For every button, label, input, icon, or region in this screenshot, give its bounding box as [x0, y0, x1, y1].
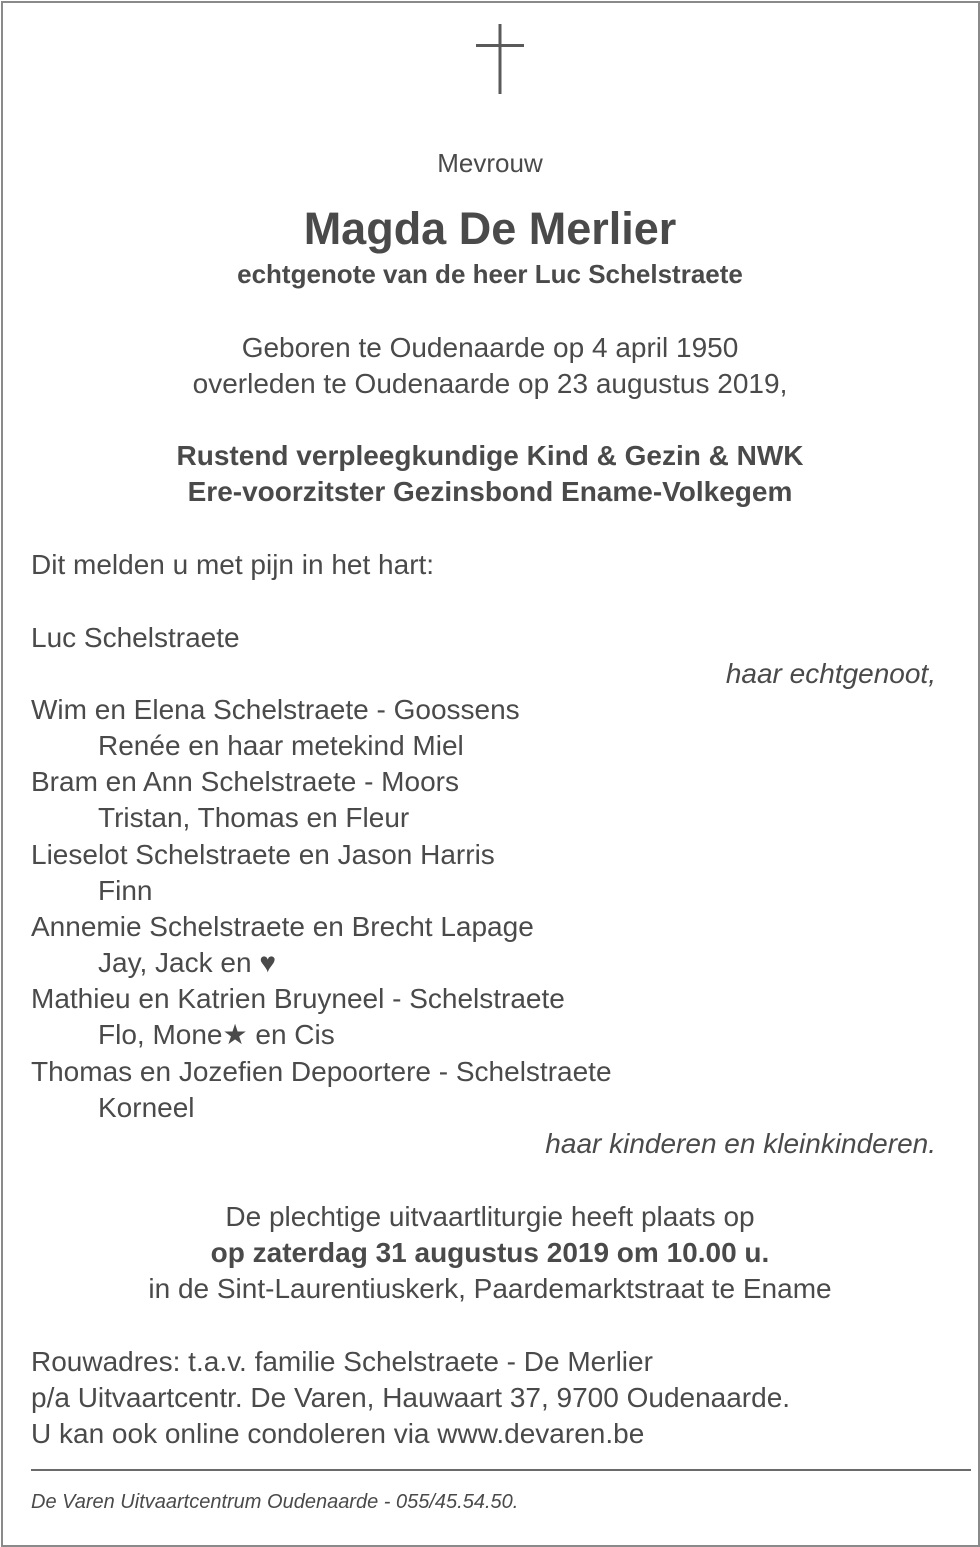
family-parents: Wim en Elena Schelstraete - Goossens [31, 694, 520, 725]
death-line: overleden te Oudenaarde op 23 augustus 2019, [192, 368, 788, 399]
deceased-name: Magda De Merlier [303, 203, 677, 254]
footer-credit: De Varen Uitvaartcentrum Oudenaarde - 055/45.54.50. [31, 1491, 519, 1513]
ceremony-intro: De plechtige uitvaartliturgie heeft plaats op [225, 1201, 755, 1232]
family-parents: Lieselot Schelstraete en Jason Harris [31, 839, 495, 870]
address-line-1: Rouwadres: t.a.v. familie Schelstraete - De Merlier [31, 1346, 653, 1377]
family-children: Korneel [98, 1092, 195, 1123]
family-children: Flo, Mone★ en Cis [98, 1019, 335, 1050]
spouse-line: echtgenote van de heer Luc Schelstraete [237, 259, 743, 289]
spouse-name: Luc Schelstraete [31, 622, 240, 653]
ceremony-location: in de Sint-Laurentiuskerk, Paardemarktstraat te Ename [148, 1273, 832, 1304]
family-parents: Annemie Schelstraete en Brecht Lapage [31, 911, 534, 942]
family-children: Finn [98, 875, 153, 906]
family-children: Renée en haar metekind Miel [98, 730, 464, 761]
title-line-1: Rustend verpleegkundige Kind & Gezin & NWK [176, 440, 804, 471]
honorific: Mevrouw [437, 148, 543, 178]
family-parents: Mathieu en Katrien Bruyneel - Schelstraete [31, 983, 565, 1014]
family-children: Jay, Jack en ♥ [98, 947, 276, 978]
birth-line: Geboren te Oudenaarde op 4 april 1950 [241, 332, 739, 363]
intro-line: Dit melden u met pijn in het hart: [31, 549, 435, 580]
family-children: Tristan, Thomas en Fleur [98, 802, 410, 833]
address-line-2: p/a Uitvaartcentr. De Varen, Hauwaart 37, 9700 Oudenaarde. [31, 1382, 791, 1413]
spouse-role: haar echtgenoot, [725, 658, 936, 689]
ceremony-date: op zaterdag 31 augustus 2019 om 10.00 u. [210, 1237, 770, 1268]
title-line-2: Ere-voorzitster Gezinsbond Ename-Volkegem [187, 476, 793, 507]
family-parents: Bram en Ann Schelstraete - Moors [31, 766, 459, 797]
family-parents: Thomas en Jozefien Depoortere - Schelstraete [31, 1056, 612, 1087]
latin-cross-icon [476, 24, 524, 94]
footer-divider [31, 1469, 971, 1471]
address-line-3: U kan ook online condoleren via www.devaren.be [31, 1418, 645, 1449]
family-role: haar kinderen en kleinkinderen. [545, 1128, 936, 1159]
